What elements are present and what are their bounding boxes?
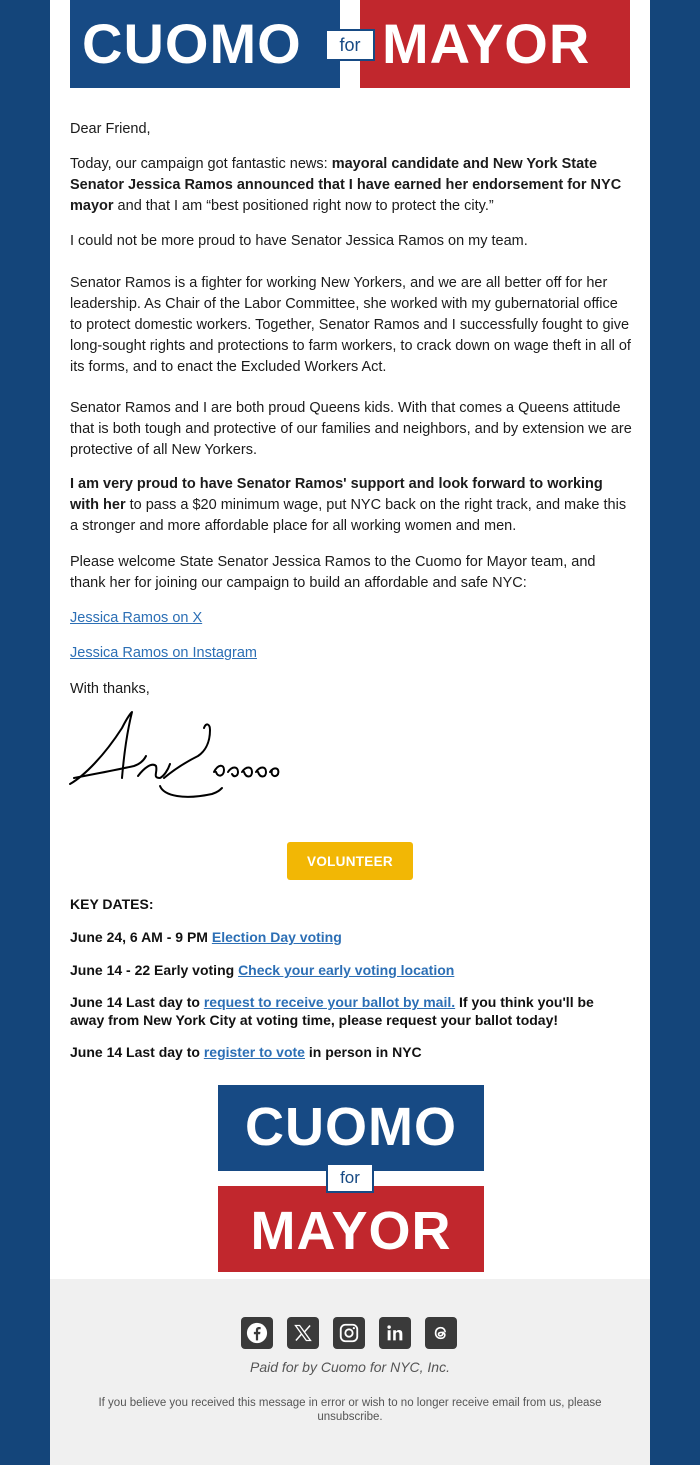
social-links xyxy=(241,1317,461,1349)
key-date-4 xyxy=(70,1043,630,1061)
key-date-4-after: in person in NYC xyxy=(304,1044,422,1060)
greeting-text: Dear Friend, xyxy=(70,121,151,137)
closing xyxy=(70,679,632,700)
p1-intro: Today, our campaign got fantastic news: xyxy=(70,156,332,172)
email-body xyxy=(50,0,650,1465)
p5-rest: to pass a $20 minimum wage, put NYC back on the right track, and make this a stronger and more affordable place for all working women and men. xyxy=(70,497,627,534)
unsubscribe-notice[interactable]: If you believe you received this message in error or wish to no longer receive email from us, please unsubscribe. xyxy=(98,1397,602,1423)
stacked-logo-mayor: MAYOR xyxy=(250,1201,452,1261)
logo-word-mayor: MAYOR xyxy=(382,12,591,75)
paragraph-5 xyxy=(70,474,632,537)
key-date-2-text: June 14 - 22 Early voting xyxy=(70,962,239,978)
key-dates-heading: KEY DATES: xyxy=(70,896,154,912)
p6-text: Please welcome State Senator Jessica Ramos to the Cuomo for Mayor team, and thank her for joining our campaign to build an affordable and safe NYC: xyxy=(70,554,596,591)
volunteer-button[interactable]: VOLUNTEER xyxy=(287,842,413,880)
paid-for-disclaimer: Paid for by Cuomo for NYC, Inc. xyxy=(250,1359,450,1375)
key-date-4-text: June 14 Last day to xyxy=(70,1044,204,1060)
p1-bold: mayoral candidate and New York State Senator Jessica Ramos announced that I have earned her endorsement for NYC mayor xyxy=(70,156,622,214)
p3-text: Senator Ramos is a fighter for working New Yorkers, and we are all better off for her leadership. As Chair of the Labor Committee, she worked with my gubernatorial office to protect domestic workers. Together, Senator Ramos and I successfully fought to give long-sought rights and protections to farm workers, to crack down on wage theft in all of its forms, and to enact the Excluded Workers Act. xyxy=(70,275,631,375)
stacked-logo-cuomo: CUOMO xyxy=(245,1097,457,1157)
p4-text: Senator Ramos and I are both proud Queens kids. With that comes a Queens attitude that is both tough and protective of our families and neighbors, and by extension we are protective of all New Yorkers. xyxy=(70,400,632,458)
key-date-1 xyxy=(70,928,630,946)
early-voting-location-link[interactable]: Check your early voting location xyxy=(238,962,455,978)
paragraph-2 xyxy=(70,231,632,252)
register-to-vote-link[interactable]: register to vote xyxy=(203,1044,305,1060)
stacked-logo-for: for xyxy=(326,1163,374,1193)
greeting xyxy=(70,119,632,140)
key-date-2 xyxy=(70,961,630,979)
key-date-3 xyxy=(70,993,630,1029)
footer xyxy=(50,1279,650,1465)
facebook-icon[interactable] xyxy=(241,1317,273,1349)
paragraph-3 xyxy=(70,273,632,378)
threads-icon[interactable] xyxy=(425,1317,457,1349)
paragraph-1 xyxy=(70,154,632,217)
key-date-3-text: June 14 Last day to xyxy=(70,994,204,1010)
link-row-x xyxy=(70,608,632,629)
jessica-ramos-instagram-link[interactable]: Jessica Ramos on Instagram xyxy=(70,645,257,661)
linkedin-icon[interactable] xyxy=(379,1317,411,1349)
jessica-ramos-x-link[interactable]: Jessica Ramos on X xyxy=(70,610,203,626)
paragraph-4 xyxy=(70,398,632,461)
logo-word-cuomo: CUOMO xyxy=(82,12,302,75)
paragraph-6 xyxy=(70,552,632,594)
p2-text: I could not be more proud to have Senator Jessica Ramos on my team. xyxy=(70,233,528,249)
header-logo xyxy=(70,0,630,88)
stacked-logo xyxy=(218,1085,484,1272)
p5-bold: I am very proud to have Senator Ramos' support and look forward to working with her xyxy=(70,476,603,513)
ballot-by-mail-link[interactable]: request to receive your ballot by mail. xyxy=(203,994,456,1010)
closing-text: With thanks, xyxy=(70,681,150,697)
p1-end: and that I am “best positioned right now to protect the city.” xyxy=(113,198,494,214)
key-date-3-after: If you think you'll be away from New York City at voting time, please request your ballot today! xyxy=(70,994,594,1028)
instagram-icon[interactable] xyxy=(333,1317,365,1349)
election-day-voting-link[interactable]: Election Day voting xyxy=(211,929,342,945)
signature-image xyxy=(64,706,284,806)
logo-word-for: for xyxy=(325,29,375,61)
x-icon[interactable] xyxy=(287,1317,319,1349)
key-date-1-text: June 24, 6 AM - 9 PM xyxy=(70,929,212,945)
link-row-instagram xyxy=(70,643,632,664)
